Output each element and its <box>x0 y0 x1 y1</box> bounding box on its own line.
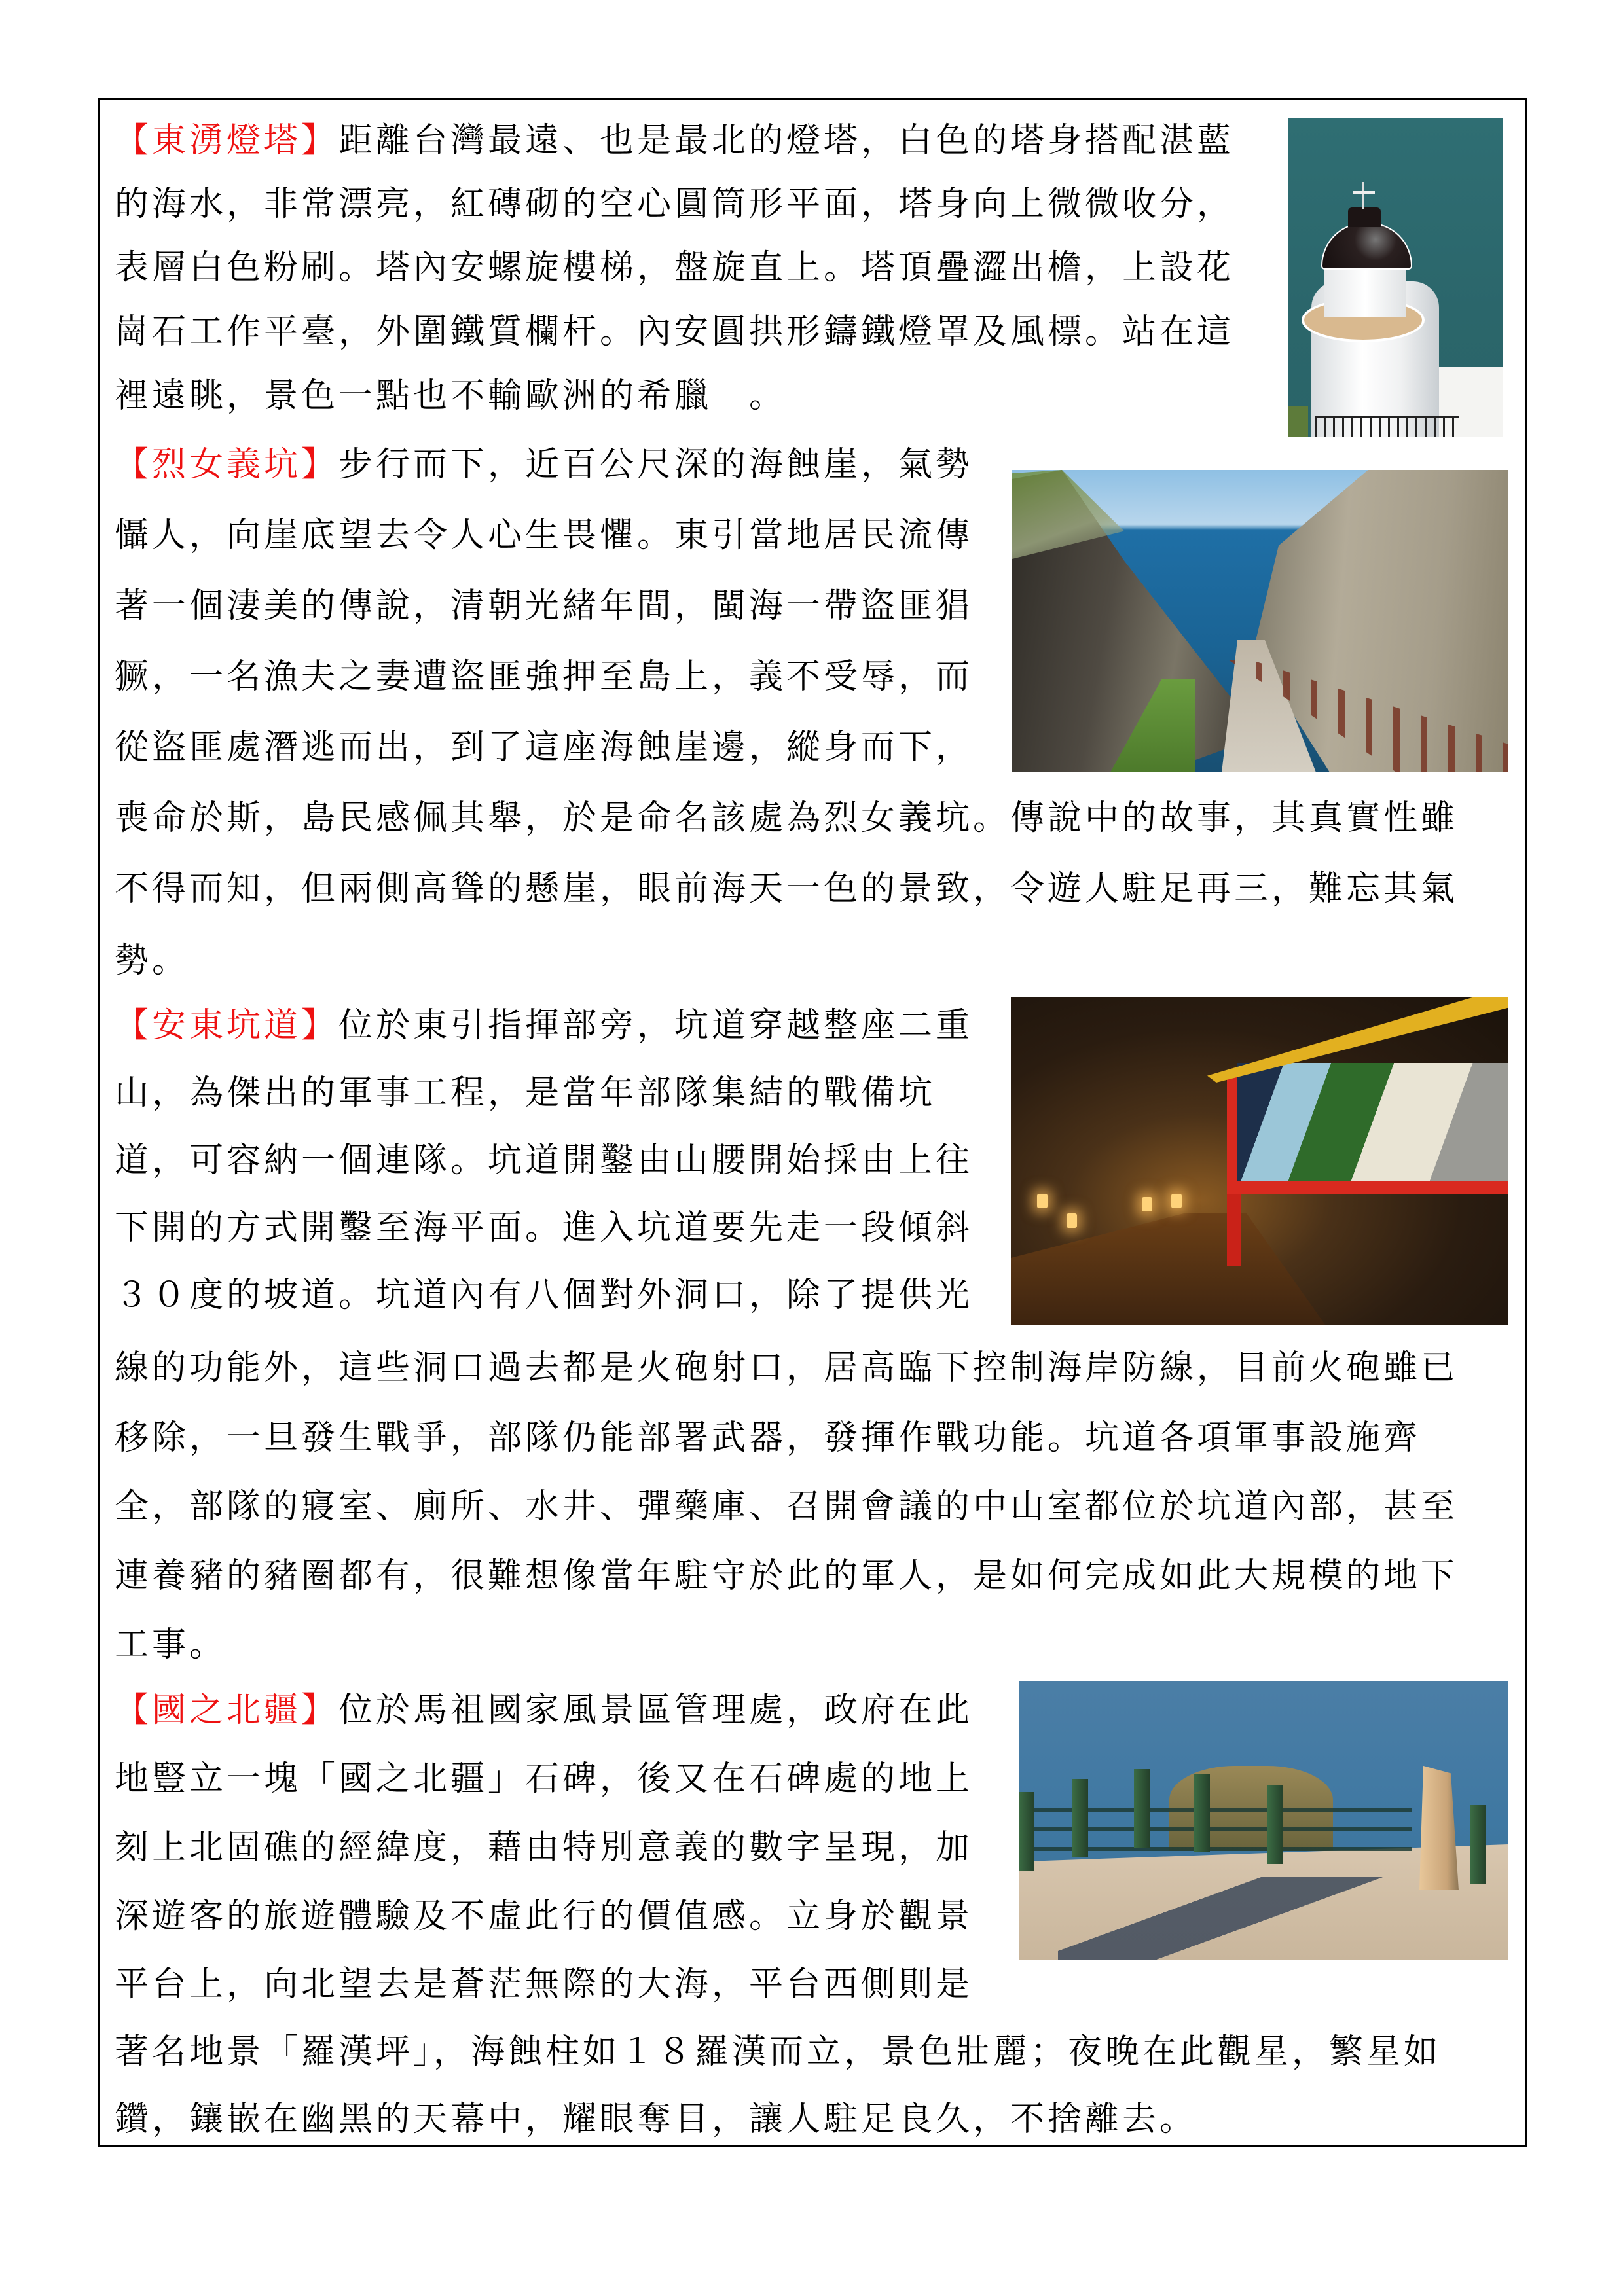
text-line <box>115 445 973 484</box>
section-title: 【國之北疆】 <box>115 1691 339 1730</box>
text-line: 的海水，非常漂亮，紅磚砌的空心圓筒形平面，塔身向上微微收分， <box>115 185 1235 224</box>
text-line: 移除，一旦發生戰爭，部隊仍能部署武器，發揮作戰功能。坑道各項軍事設施齊 <box>115 1418 1421 1458</box>
text-line: 鑽，鑲嵌在幽黑的天幕中，耀眼奪目，讓人駐足良久，不捨離去。 <box>115 2100 1197 2139</box>
railing-post <box>1072 1779 1088 1857</box>
text-line: 下開的方式開鑿至海平面。進入坑道要先走一段傾斜 <box>115 1208 974 1247</box>
text-line: 全，部隊的寢室、廁所、水井、彈藥庫、召開會議的中山室都位於坑道內部，甚至 <box>115 1487 1459 1526</box>
lamp-icon <box>1142 1197 1152 1211</box>
text-line <box>115 1006 973 1045</box>
text-line <box>115 121 1234 160</box>
mural-shape <box>1237 1063 1508 1181</box>
text-line: 線的功能外，這些洞口過去都是火砲射口，居高臨下控制海岸防線，目前火砲雖已 <box>115 1348 1459 1388</box>
text-line: 刻上北固礁的經緯度，藉由特別意義的數字呈現，加 <box>115 1828 974 1867</box>
walkway-shape <box>1011 1213 1325 1325</box>
text-line: 從盜匪處潛逃而出，到了這座海蝕崖邊，縱身而下， <box>115 728 974 767</box>
sign-post-shape <box>1227 1194 1241 1266</box>
section-title: 【東湧燈塔】 <box>115 121 339 160</box>
text-line: 道，可容納一個連隊。坑道開鑿由山腰開始採由上往 <box>115 1141 974 1180</box>
text-line: 平台上，向北望去是蒼茫無際的大海，平台西側則是 <box>115 1965 974 2004</box>
text-line: 山，為傑出的軍事工程，是當年部隊集結的戰備坑 <box>115 1073 936 1113</box>
text-line: 獗，一名漁夫之妻遭盜匪強押至島上，義不受辱，而 <box>115 657 974 696</box>
dome-shape <box>1321 223 1412 270</box>
body-text: 位於馬祖國家風景區管理處，政府在此 <box>338 1691 974 1730</box>
railing-post <box>1194 1774 1210 1852</box>
section-title: 【安東坑道】 <box>115 1006 339 1045</box>
text-line: 深遊客的旅遊體驗及不虛此行的價值感。立身於觀景 <box>115 1897 974 1936</box>
body-text: 位於東引指揮部旁，坑道穿越整座二重 <box>338 1006 974 1045</box>
railing-shape <box>1315 416 1459 437</box>
lighthouse-photo <box>1288 118 1503 437</box>
section-title: 【烈女義坑】 <box>115 445 339 484</box>
railing-post <box>1134 1769 1150 1848</box>
northern-border-photo <box>1019 1681 1508 1960</box>
sea-cliff-photo <box>1012 470 1508 772</box>
text-line: 著一個淒美的傳說，清朝光緒年間，閩海一帶盜匪猖 <box>115 586 974 626</box>
text-line: 表層白色粉刷。塔內安螺旋樓梯，盤旋直上。塔頂疊澀出檐，上設花 <box>115 248 1235 287</box>
lamp-icon <box>1067 1213 1077 1228</box>
text-line: 喪命於斯，島民感佩其舉，於是命名該處為烈女義坑。傳說中的故事，其真實性雖 <box>115 798 1459 838</box>
lamp-icon <box>1171 1194 1182 1208</box>
text-line: 不得而知，但兩側高聳的懸崖，眼前海天一色的景致，令遊人駐足再三，難忘其氣 <box>115 869 1459 908</box>
grass-shape <box>1288 406 1308 437</box>
weather-vane-shape <box>1362 182 1364 209</box>
text-line: 勢。 <box>115 941 190 980</box>
weather-vane-arrow <box>1353 191 1375 194</box>
text-line: 連養豬的豬圈都有，很難想像當年駐守於此的軍人，是如何完成如此大規模的地下 <box>115 1556 1459 1596</box>
text-line: 懾人，向崖底望去令人心生畏懼。東引當地居民流傳 <box>115 516 974 555</box>
text-line: 裡遠眺，景色一點也不輸歐洲的希臘 。 <box>115 376 787 416</box>
railing-post <box>1470 1805 1486 1884</box>
railing-post <box>1019 1792 1034 1871</box>
body-text: 距離台灣最遠、也是最北的燈塔，白色的塔身搭配湛藍 <box>338 121 1235 160</box>
text-line: ３０度的坡道。坑道內有八個對外洞口，除了提供光 <box>115 1276 974 1315</box>
text-line <box>115 1691 973 1730</box>
text-line: 著名地景「羅漢坪」，海蝕柱如１８羅漢而立，景色壯麗；夜晚在此觀星，繁星如 <box>115 2032 1442 2072</box>
railing-post <box>1267 1785 1283 1864</box>
text-line: 崗石工作平臺，外圍鐵質欄杆。內安圓拱形鑄鐵燈罩及風標。站在這 <box>115 312 1235 351</box>
body-text: 步行而下，近百公尺深的海蝕崖，氣勢 <box>338 445 974 484</box>
lamp-icon <box>1037 1194 1048 1208</box>
cap-shape <box>1348 207 1381 227</box>
text-line: 工事。 <box>115 1625 227 1664</box>
tunnel-photo <box>1011 997 1508 1325</box>
stone-monument-shape <box>1419 1766 1459 1890</box>
text-line: 地豎立一塊「國之北疆」石碑，後又在石碑處的地上 <box>115 1759 974 1799</box>
